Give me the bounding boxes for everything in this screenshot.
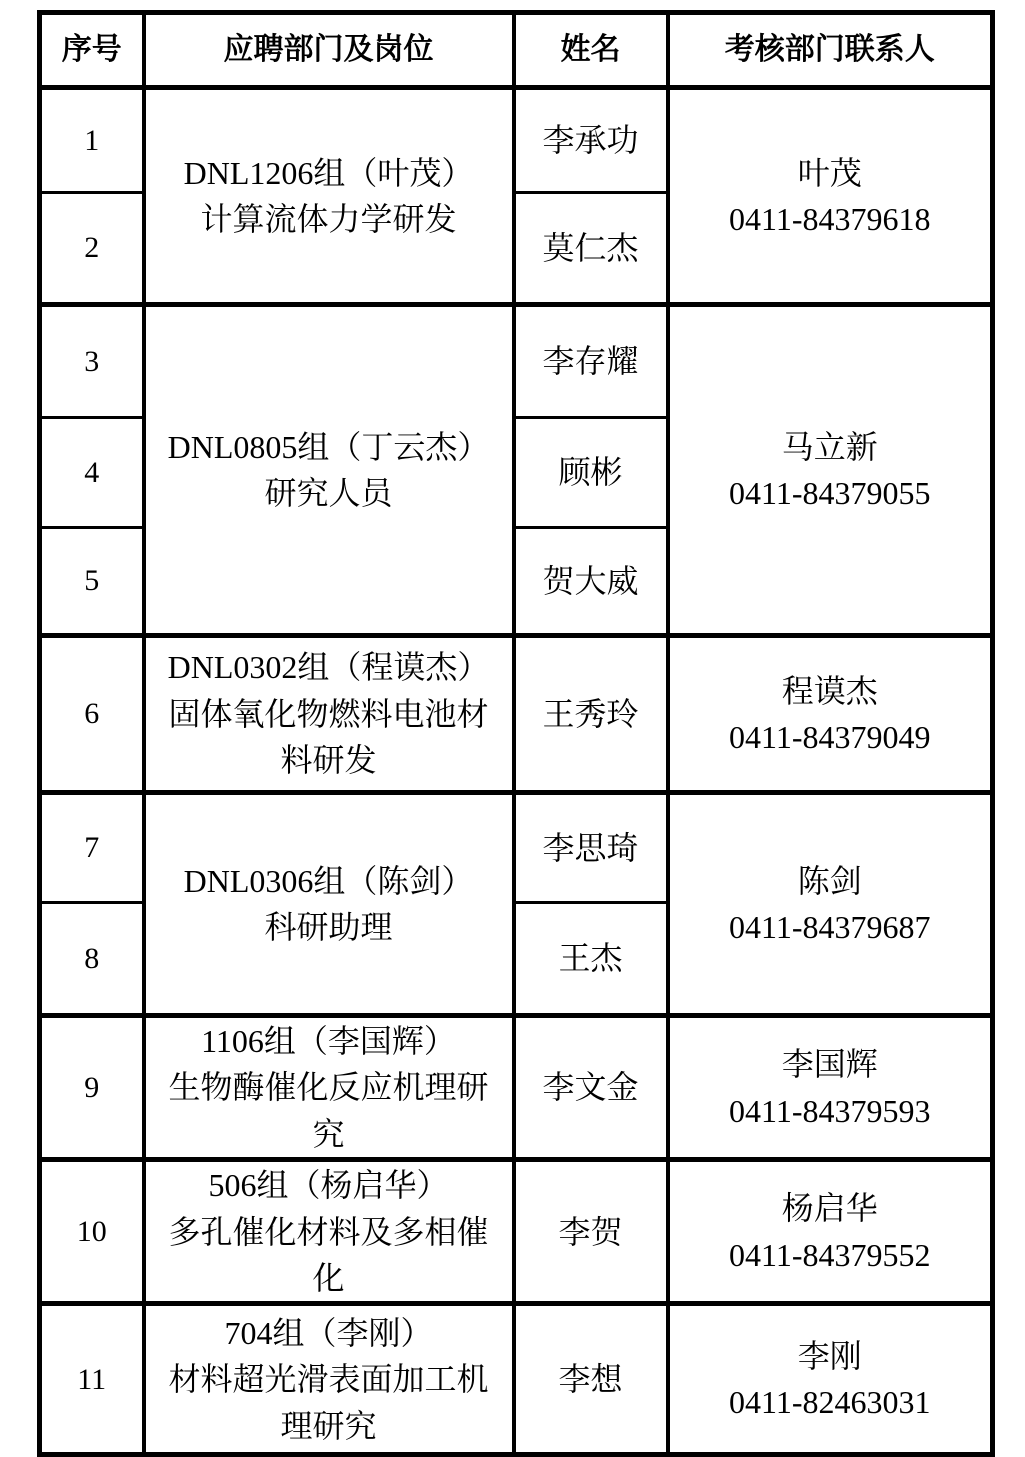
- index-cell: 9: [40, 1016, 144, 1160]
- index-cell: 7: [40, 793, 144, 903]
- position-cell: [144, 1304, 514, 1455]
- contact-cell: [668, 1304, 993, 1455]
- name-cell: 王秀玲: [514, 636, 668, 793]
- position-desc-line: 研究人员: [264, 475, 393, 511]
- table-row: [40, 636, 993, 793]
- position-cell: [144, 305, 514, 636]
- name-cell: 王杰: [514, 903, 668, 1016]
- table-row: [40, 305, 993, 418]
- name-cell: 李存耀: [514, 305, 668, 418]
- contact-name: 杨启华: [781, 1190, 878, 1227]
- index-cell: 2: [40, 193, 144, 305]
- position-group-line: 506组（杨启华）: [208, 1167, 449, 1204]
- contact-name: 李刚: [797, 1337, 862, 1374]
- contact-name: 叶茂: [797, 154, 862, 191]
- position-group-line: DNL0805组（丁云杰）: [167, 428, 490, 465]
- table-row: [40, 793, 993, 903]
- position-group-line: DNL1206组（叶茂）: [183, 154, 474, 191]
- name-cell: 李贺: [514, 1160, 668, 1304]
- contact-cell: [668, 636, 993, 793]
- position-desc-line: 科研助理: [264, 909, 393, 945]
- contact-cell: [668, 793, 993, 1016]
- recruitment-assessment-table: [37, 10, 995, 1457]
- contact-phone: 0411-84379687: [729, 909, 931, 945]
- index-cell: 10: [40, 1160, 144, 1304]
- position-cell: [144, 793, 514, 1016]
- contact-cell: [668, 305, 993, 636]
- name-cell: 李思琦: [514, 793, 668, 903]
- position-cell: [144, 636, 514, 793]
- table-row: [40, 88, 993, 193]
- index-cell: 4: [40, 418, 144, 528]
- position-cell: [144, 1016, 514, 1160]
- contact-name: 马立新: [781, 428, 878, 465]
- contact-cell: [668, 1016, 993, 1160]
- table-row: [40, 1160, 993, 1304]
- name-cell: 顾彬: [514, 418, 668, 528]
- contact-phone: 0411-84379049: [729, 719, 931, 755]
- name-cell: 李文金: [514, 1016, 668, 1160]
- name-cell: 贺大威: [514, 528, 668, 636]
- contact-phone: 0411-84379552: [729, 1236, 931, 1273]
- col-header-position: 应聘部门及岗位: [144, 13, 514, 88]
- col-header-name: 姓名: [514, 13, 668, 88]
- index-cell: 3: [40, 305, 144, 418]
- position-desc-line: 生物酶催化反应机理研究: [168, 1069, 489, 1152]
- contact-cell: [668, 88, 993, 305]
- index-cell: 6: [40, 636, 144, 793]
- position-desc-line: 计算流体力学研发: [200, 201, 457, 237]
- header-row: [40, 13, 993, 88]
- position-group-line: 704组（李刚）: [224, 1314, 433, 1351]
- contact-name: 程谟杰: [781, 672, 878, 709]
- position-desc-line: 固体氧化物燃料电池材料研发: [168, 695, 489, 779]
- index-cell: 8: [40, 903, 144, 1016]
- index-cell: 5: [40, 528, 144, 636]
- contact-cell: [668, 1160, 993, 1304]
- position-group-line: DNL0302组（程谟杰）: [167, 649, 490, 686]
- position-group-line: 1106组（李国辉）: [201, 1023, 456, 1059]
- col-header-index: 序号: [40, 13, 144, 88]
- contact-phone: 0411-84379593: [729, 1092, 931, 1129]
- name-cell: 李承功: [514, 88, 668, 193]
- table-row: [40, 1304, 993, 1455]
- contact-name: 李国辉: [781, 1046, 878, 1083]
- position-desc-line: 材料超光滑表面加工机理研究: [168, 1361, 489, 1444]
- contact-phone: 0411-84379055: [729, 475, 931, 511]
- name-cell: 李想: [514, 1304, 668, 1455]
- contact-name: 陈剑: [797, 862, 862, 899]
- position-cell: [144, 1160, 514, 1304]
- contact-phone: 0411-82463031: [729, 1384, 931, 1421]
- index-cell: 11: [40, 1304, 144, 1455]
- position-cell: [144, 88, 514, 305]
- position-group-line: DNL0306组（陈剑）: [183, 862, 474, 899]
- col-header-contact: 考核部门联系人: [668, 13, 993, 88]
- position-desc-line: 多孔催化材料及多相催化: [168, 1213, 489, 1296]
- name-cell: 莫仁杰: [514, 193, 668, 305]
- contact-phone: 0411-84379618: [729, 201, 931, 237]
- table-row: [40, 1016, 993, 1160]
- index-cell: 1: [40, 88, 144, 193]
